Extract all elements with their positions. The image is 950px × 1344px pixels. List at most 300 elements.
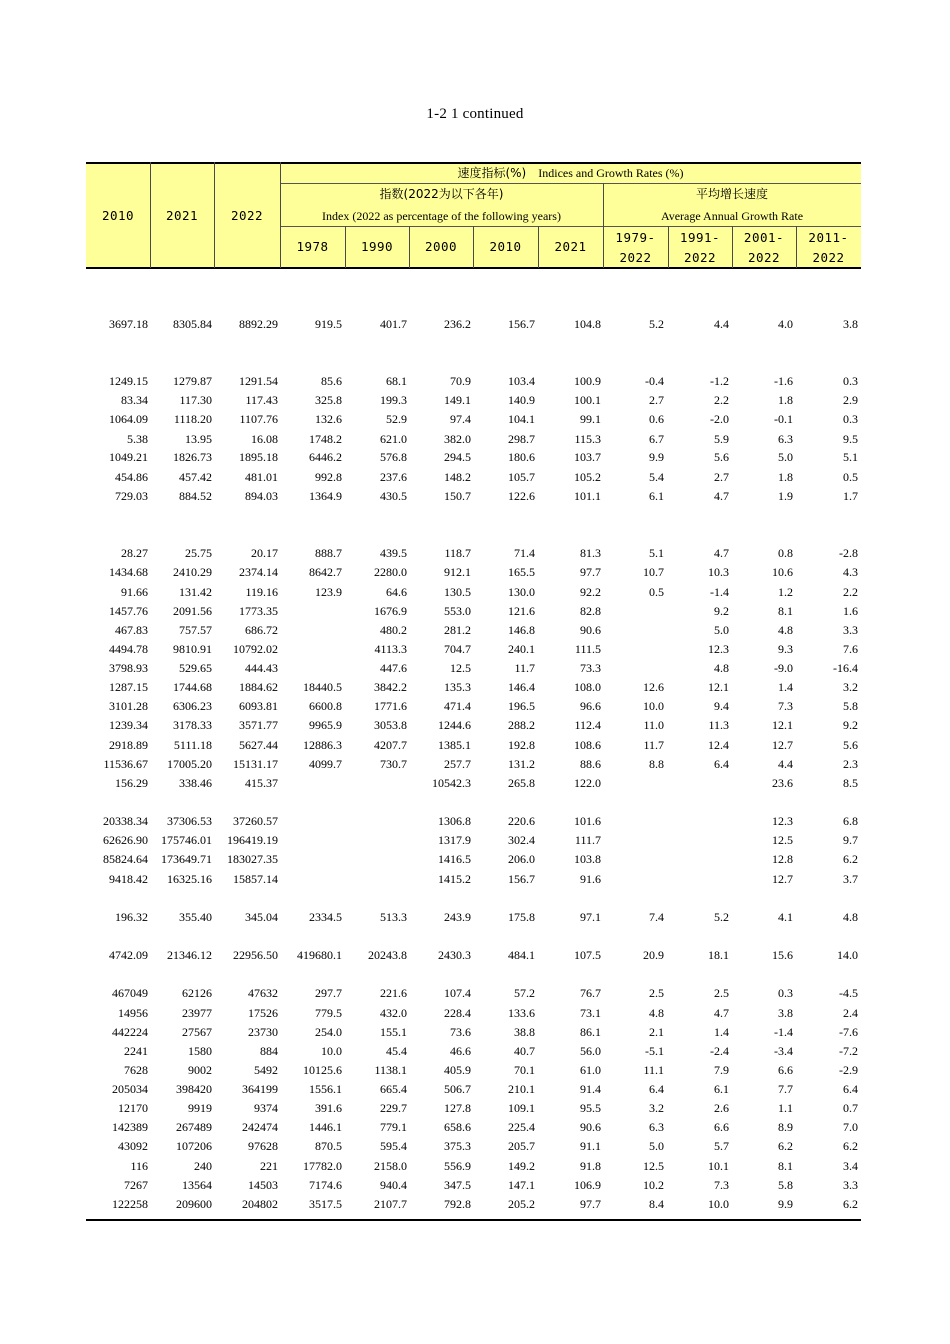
table-cell: 97.7	[580, 1197, 601, 1211]
table-cell: 2158.0	[374, 1159, 407, 1173]
table-cell: 135.3	[444, 680, 471, 694]
table-cell: 97.1	[580, 910, 601, 924]
table-cell: 108.0	[574, 680, 601, 694]
table-cell: 4.0	[778, 317, 793, 331]
table-cell: 37260.57	[233, 814, 278, 828]
table-cell: 297.7	[315, 986, 342, 1000]
table-cell: 5.2	[649, 317, 664, 331]
table-cell: 23977	[182, 1006, 212, 1020]
table-cell: 6.4	[714, 757, 729, 771]
table-cell: 12.4	[708, 738, 729, 752]
table-cell: 5.6	[843, 738, 858, 752]
table-cell: 155.1	[380, 1025, 407, 1039]
table-cell: 7.4	[649, 910, 664, 924]
table-row	[86, 1138, 861, 1154]
table-cell: 1.8	[778, 470, 793, 484]
table-cell: 779.5	[315, 1006, 342, 1020]
table-cell: 196419.19	[227, 833, 278, 847]
table-cell: 204802	[242, 1197, 278, 1211]
table-cell: 20338.34	[103, 814, 148, 828]
table-cell: 12.8	[772, 852, 793, 866]
table-cell: 91.1	[580, 1139, 601, 1153]
table-cell: 242474	[242, 1120, 278, 1134]
table-cell: 267489	[176, 1120, 212, 1134]
table-cell: 9810.91	[173, 642, 212, 656]
table-cell: 91.4	[580, 1082, 601, 1096]
table-cell: 513.3	[380, 910, 407, 924]
table-cell: 5.38	[127, 432, 148, 446]
table-cell: 294.5	[444, 450, 471, 464]
table-cell: 17782.0	[303, 1159, 342, 1173]
table-cell: 116	[130, 1159, 148, 1173]
table-cell: 23730	[248, 1025, 278, 1039]
table-cell: 22956.50	[233, 948, 278, 962]
table-cell: -2.8	[839, 546, 858, 560]
table-cell: 11.1	[643, 1063, 664, 1077]
table-cell: 85824.64	[103, 852, 148, 866]
index-title-cn: 指数(2022为以下各年)	[379, 187, 504, 201]
table-cell: 325.8	[315, 393, 342, 407]
table-cell: 457.42	[179, 470, 212, 484]
table-cell: 2.5	[649, 986, 664, 1000]
table-cell: 1364.9	[309, 489, 342, 503]
table-cell: 5.0	[649, 1139, 664, 1153]
table-row	[86, 316, 861, 332]
table-cell: 254.0	[315, 1025, 342, 1039]
table-cell: -7.2	[839, 1044, 858, 1058]
rate-period-2001-top: 2001-	[743, 230, 785, 245]
table-cell: 281.2	[444, 623, 471, 637]
table-cell: 529.65	[179, 661, 212, 675]
table-cell: 2410.29	[173, 565, 212, 579]
table-cell: 10.1	[708, 1159, 729, 1173]
rate-title-cn: 平均增长速度	[695, 187, 768, 201]
table-row	[86, 431, 861, 447]
col-header-2010: 2010	[101, 208, 135, 223]
table-cell: 1580	[188, 1044, 212, 1058]
table-cell: 8642.7	[309, 565, 342, 579]
table-row	[86, 1100, 861, 1116]
table-cell: 119.16	[245, 585, 278, 599]
table-cell: 103.7	[574, 450, 601, 464]
table-cell: 704.7	[444, 642, 471, 656]
table-cell: 1676.9	[374, 604, 407, 618]
table-cell: 12.1	[772, 718, 793, 732]
table-cell: 4.1	[778, 910, 793, 924]
table-cell: 5.0	[778, 450, 793, 464]
table-row	[86, 737, 861, 753]
table-cell: 97.7	[580, 565, 601, 579]
table-cell: 1.1	[778, 1101, 793, 1115]
table-row	[86, 641, 861, 657]
table-cell: 46.6	[450, 1044, 471, 1058]
table-cell: 6.2	[843, 1197, 858, 1211]
table-cell: 355.40	[179, 910, 212, 924]
table-cell: 9.2	[843, 718, 858, 732]
index-year-1990: 1990	[360, 239, 394, 254]
table-row	[86, 871, 861, 887]
table-cell: 97.4	[450, 412, 471, 426]
table-cell: 1771.6	[374, 699, 407, 713]
table-cell: 220.6	[508, 814, 535, 828]
table-cell: 12.7	[772, 872, 793, 886]
table-cell: 2.7	[714, 470, 729, 484]
table-cell: 8892.29	[239, 317, 278, 331]
table-cell: 121.6	[508, 604, 535, 618]
table-cell: 1385.1	[438, 738, 471, 752]
table-cell: 10.6	[772, 565, 793, 579]
table-cell: 1.6	[843, 604, 858, 618]
table-cell: 9.5	[843, 432, 858, 446]
table-cell: 85.6	[321, 374, 342, 388]
table-cell: 4099.7	[309, 757, 342, 771]
table-cell: 665.4	[380, 1082, 407, 1096]
table-cell: -2.0	[710, 412, 729, 426]
table-row	[86, 373, 861, 389]
table-cell: 10.0	[321, 1044, 342, 1058]
table-cell: 175.8	[508, 910, 535, 924]
table-cell: 236.2	[444, 317, 471, 331]
table-cell: 147.1	[508, 1178, 535, 1192]
table-cell: 45.4	[386, 1044, 407, 1058]
table-cell: 3101.28	[109, 699, 148, 713]
table-cell: 7.3	[778, 699, 793, 713]
table-cell: 912.1	[444, 565, 471, 579]
table-cell: 105.7	[508, 470, 535, 484]
table-cell: 131.42	[179, 585, 212, 599]
table-cell: 9.4	[714, 699, 729, 713]
index-year-2010: 2010	[489, 239, 522, 254]
table-cell: 0.7	[843, 1101, 858, 1115]
table-cell: 131.2	[508, 757, 535, 771]
table-cell: 111.5	[574, 642, 601, 656]
table-cell: -2.9	[839, 1063, 858, 1077]
table-cell: 23.6	[772, 776, 793, 790]
table-cell: 0.8	[778, 546, 793, 560]
table-cell: 82.8	[580, 604, 601, 618]
table-cell: 210.1	[508, 1082, 535, 1096]
table-cell: 9.3	[778, 642, 793, 656]
table-cell: 107.5	[574, 948, 601, 962]
table-cell: 14956	[118, 1006, 148, 1020]
table-cell: 5.8	[778, 1178, 793, 1192]
table-cell: -7.6	[839, 1025, 858, 1039]
table-cell: 398420	[176, 1082, 212, 1096]
table-cell: 1049.21	[109, 450, 148, 464]
table-cell: 173649.71	[161, 852, 212, 866]
table-cell: 3571.77	[239, 718, 278, 732]
table-cell: 149.2	[508, 1159, 535, 1173]
index-title-en: Index (2022 as percentage of the following years)	[322, 209, 561, 223]
table-cell: 10792.02	[233, 642, 278, 656]
table-cell: 347.5	[444, 1178, 471, 1192]
table-cell: 4494.78	[109, 642, 148, 656]
table-cell: 14.0	[837, 948, 858, 962]
col-header-2022: 2022	[230, 208, 264, 223]
table-cell: 156.7	[508, 872, 535, 886]
table-cell: 553.0	[444, 604, 471, 618]
table-cell: 20243.8	[368, 948, 407, 962]
table-cell: 6.3	[649, 1120, 664, 1134]
table-cell: 2.6	[714, 1101, 729, 1115]
table-cell: 28.27	[121, 546, 148, 560]
table-cell: 3.3	[843, 1178, 858, 1192]
table-row	[86, 1024, 861, 1040]
table-cell: 454.86	[115, 470, 148, 484]
table-cell: 3517.5	[309, 1197, 342, 1211]
table-cell: 5.2	[714, 910, 729, 924]
table-cell: 419680.1	[297, 948, 342, 962]
table-cell: 471.4	[444, 699, 471, 713]
table-cell: 12.1	[708, 680, 729, 694]
table-cell: 621.0	[380, 432, 407, 446]
table-cell: 15857.14	[233, 872, 278, 886]
table-cell: 9.9	[778, 1197, 793, 1211]
table-cell: -1.4	[710, 585, 729, 599]
table-cell: 447.6	[380, 661, 407, 675]
table-cell: 257.7	[444, 757, 471, 771]
table-cell: 165.5	[508, 565, 535, 579]
rate-period-1991-top: 1991-	[679, 230, 721, 245]
col-header-2021: 2021	[165, 208, 199, 223]
group-title	[280, 166, 861, 180]
table-cell: 127.8	[444, 1101, 471, 1115]
table-cell: 4.4	[778, 757, 793, 771]
table-cell: 183027.35	[227, 852, 278, 866]
table-cell: 12.3	[708, 642, 729, 656]
table-cell: 415.37	[245, 776, 278, 790]
table-cell: 338.46	[179, 776, 212, 790]
table-cell: 14503	[248, 1178, 278, 1192]
table-cell: 3.2	[843, 680, 858, 694]
table-cell: 91.66	[121, 585, 148, 599]
table-cell: 11.3	[708, 718, 729, 732]
table-cell: -4.5	[839, 986, 858, 1000]
table-cell: 4.8	[843, 910, 858, 924]
table-cell: 117.30	[179, 393, 212, 407]
table-cell: -16.4	[833, 661, 858, 675]
table-cell: 6446.2	[309, 450, 342, 464]
table-cell: 146.4	[508, 680, 535, 694]
table-cell: 3842.2	[374, 680, 407, 694]
table-cell: 2.4	[843, 1006, 858, 1020]
table-cell: 10.0	[643, 699, 664, 713]
table-cell: 9.2	[714, 604, 729, 618]
index-year-1978: 1978	[296, 239, 329, 254]
table-cell: 2.2	[714, 393, 729, 407]
table-cell: 2107.7	[374, 1197, 407, 1211]
table-cell: 6.2	[843, 1139, 858, 1153]
table-cell: 0.6	[649, 412, 664, 426]
table-cell: 13.95	[185, 432, 212, 446]
group-title-cn: 速度指标(%)	[457, 166, 527, 180]
table-cell: -1.6	[774, 374, 793, 388]
table-cell: 103.4	[508, 374, 535, 388]
table-cell: 0.3	[778, 986, 793, 1000]
table-cell: 229.7	[380, 1101, 407, 1115]
table-row	[86, 985, 861, 1001]
table-row	[86, 545, 861, 561]
table-cell: 4113.3	[374, 642, 407, 656]
table-cell: 5111.18	[173, 738, 212, 752]
table-cell: 1.7	[843, 489, 858, 503]
table-cell: 62626.90	[103, 833, 148, 847]
table-cell: 221.6	[380, 986, 407, 1000]
table-cell: 64.6	[386, 585, 407, 599]
group-title-en: Indices and Growth Rates (%)	[538, 166, 684, 180]
table-cell: 1416.5	[438, 852, 471, 866]
table-cell: 3.8	[778, 1006, 793, 1020]
table-cell: 870.5	[315, 1139, 342, 1153]
table-cell: 5.1	[649, 546, 664, 560]
table-cell: 1773.35	[239, 604, 278, 618]
table-cell: 150.7	[444, 489, 471, 503]
table-cell: 18.1	[708, 948, 729, 962]
table-cell: 109.1	[508, 1101, 535, 1115]
table-cell: 8.1	[778, 604, 793, 618]
table-cell: 70.9	[450, 374, 471, 388]
table-cell: 192.8	[508, 738, 535, 752]
table-cell: 12.6	[643, 680, 664, 694]
table-row	[86, 1081, 861, 1097]
table-row	[86, 756, 861, 772]
table-cell: 467049	[112, 986, 148, 1000]
table-cell: 3798.93	[109, 661, 148, 675]
table-cell: 3.3	[843, 623, 858, 637]
table-cell: -5.1	[645, 1044, 664, 1058]
table-cell: 106.9	[574, 1178, 601, 1192]
table-cell: 2334.5	[309, 910, 342, 924]
table-cell: 6093.81	[239, 699, 278, 713]
table-cell: 180.6	[508, 450, 535, 464]
table-cell: 658.6	[444, 1120, 471, 1134]
table-cell: 8.5	[843, 776, 858, 790]
table-cell: 95.5	[580, 1101, 601, 1115]
table-cell: 1279.87	[173, 374, 212, 388]
table-row	[86, 909, 861, 925]
table-cell: 18440.5	[303, 680, 342, 694]
table-cell: 729.03	[115, 489, 148, 503]
table-cell: 205034	[112, 1082, 148, 1096]
table-cell: 6.1	[649, 489, 664, 503]
table-row	[86, 1043, 861, 1059]
rate-period-1979-top: 1979-	[615, 230, 656, 245]
table-cell: 61.0	[580, 1063, 601, 1077]
table-cell: 919.5	[315, 317, 342, 331]
table-cell: 6600.8	[309, 699, 342, 713]
table-row	[86, 564, 861, 580]
table-cell: 2241	[124, 1044, 148, 1058]
table-cell: 3.2	[649, 1101, 664, 1115]
table-header	[86, 162, 861, 268]
table-cell: 4.8	[778, 623, 793, 637]
table-cell: 10125.6	[303, 1063, 342, 1077]
table-row	[86, 1005, 861, 1021]
table-cell: 430.5	[380, 489, 407, 503]
table-cell: 16.08	[251, 432, 278, 446]
table-cell: 107206	[176, 1139, 212, 1153]
table-row	[86, 1158, 861, 1174]
table-cell: 884.52	[179, 489, 212, 503]
table-cell: 117.43	[245, 393, 278, 407]
table-cell: 13564	[182, 1178, 212, 1192]
table-cell: 12.7	[772, 738, 793, 752]
table-cell: 1.4	[778, 680, 793, 694]
table-cell: 1446.1	[309, 1120, 342, 1134]
table-cell: 6.7	[649, 432, 664, 446]
table-cell: 112.4	[574, 718, 601, 732]
table-cell: 91.6	[580, 872, 601, 886]
table-cell: 4.7	[714, 489, 729, 503]
table-cell: 196.32	[115, 910, 148, 924]
table-cell: 133.6	[508, 1006, 535, 1020]
table-cell: 10.0	[708, 1197, 729, 1211]
table-cell: -1.2	[710, 374, 729, 388]
table-cell: 12.5	[772, 833, 793, 847]
table-cell: 730.7	[380, 757, 407, 771]
table-cell: 940.4	[380, 1178, 407, 1192]
table-cell: 5.9	[714, 432, 729, 446]
table-cell: 225.4	[508, 1120, 535, 1134]
table-cell: 3697.18	[109, 317, 148, 331]
table-cell: 209600	[176, 1197, 212, 1211]
table-cell: 104.1	[508, 412, 535, 426]
table-cell: 27567	[182, 1025, 212, 1039]
table-row	[86, 469, 861, 485]
table-cell: 894.03	[245, 489, 278, 503]
table-cell: 576.8	[380, 450, 407, 464]
table-cell: 52.9	[386, 412, 407, 426]
table-cell: 0.3	[843, 374, 858, 388]
table-cell: 103.8	[574, 852, 601, 866]
table-cell: 10.2	[643, 1178, 664, 1192]
table-cell: 206.0	[508, 852, 535, 866]
table-cell: 130.5	[444, 585, 471, 599]
table-cell: 196.5	[508, 699, 535, 713]
index-year-2000: 2000	[424, 239, 458, 254]
table-cell: 1884.62	[239, 680, 278, 694]
table-cell: 10.7	[643, 565, 664, 579]
table-cell: 1.4	[714, 1025, 729, 1039]
table-cell: 2430.3	[438, 948, 471, 962]
table-cell: 2918.89	[109, 738, 148, 752]
table-cell: 1895.18	[239, 450, 278, 464]
table-cell: 4.3	[843, 565, 858, 579]
table-cell: 1244.6	[438, 718, 471, 732]
table-cell: 405.9	[444, 1063, 471, 1077]
table-cell: 17005.20	[167, 757, 212, 771]
table-cell: 4.8	[649, 1006, 664, 1020]
table-cell: 5.8	[843, 699, 858, 713]
table-cell: 81.3	[580, 546, 601, 560]
table-cell: 11.0	[643, 718, 664, 732]
table-row	[86, 1196, 861, 1212]
table-cell: 1306.8	[438, 814, 471, 828]
table-row	[86, 603, 861, 619]
table-cell: 100.9	[574, 374, 601, 388]
table-cell: 240.1	[508, 642, 535, 656]
table-cell: 4.8	[714, 661, 729, 675]
table-cell: 2280.0	[374, 565, 407, 579]
table-cell: 2.9	[843, 393, 858, 407]
table-cell: 9.9	[649, 450, 664, 464]
table-row	[86, 392, 861, 408]
table-cell: 70.1	[514, 1063, 535, 1077]
table-cell: 444.43	[245, 661, 278, 675]
table-cell: 757.57	[179, 623, 212, 637]
table-cell: 382.0	[444, 432, 471, 446]
table-cell: 288.2	[508, 718, 535, 732]
